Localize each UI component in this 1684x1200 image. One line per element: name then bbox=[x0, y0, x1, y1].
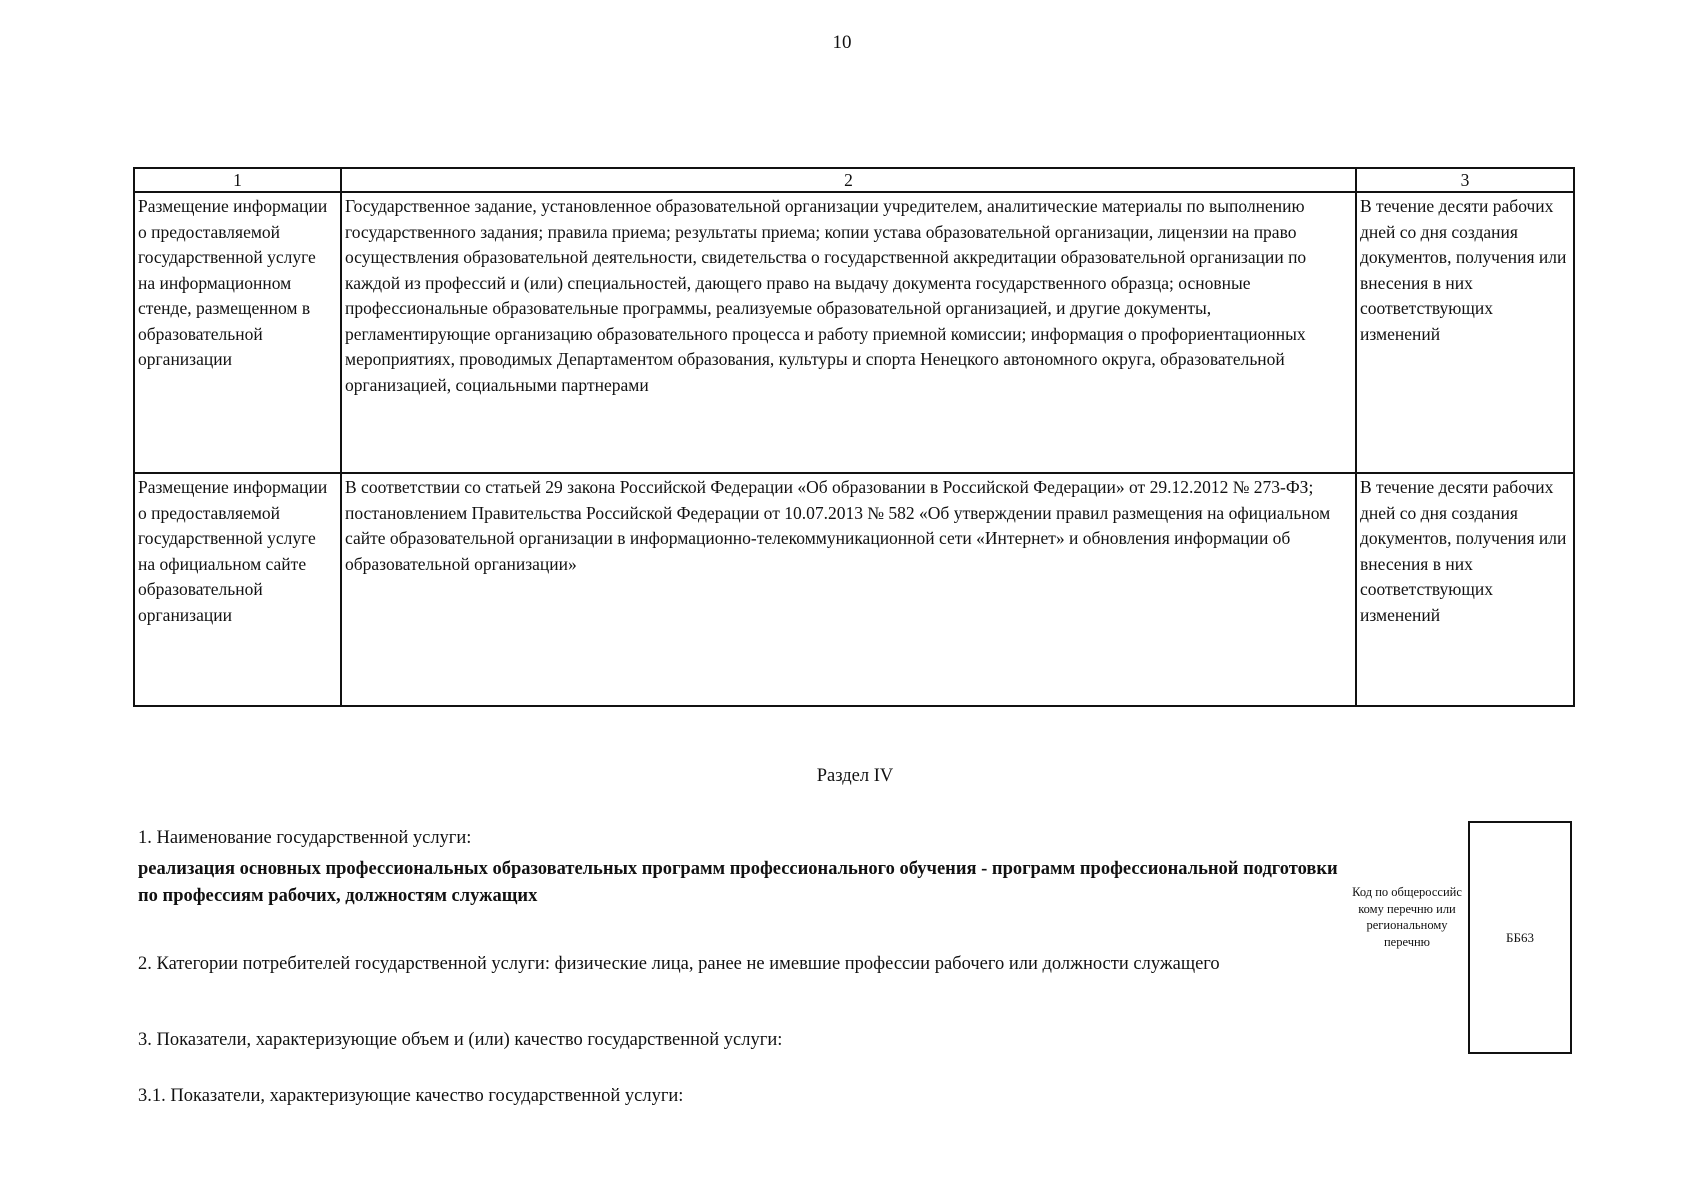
code-label: Код по общероссийс кому перечню или региональному перечню bbox=[1352, 885, 1462, 949]
placement-content-cell: В соответствии со статьей 29 закона Российской Федерации «Об образовании в Российской Федерации» от 29.12.2012 № 273-ФЗ; постановлением Правительства Российской Федерации от 10.07.2013 № 582 «Об утверждении правил размещения на официальном сайте образовательной организации в информационно-телекоммуникационной сети «Интернет» и обновления информации об образовательной организации» bbox=[341, 473, 1356, 706]
update-frequency-cell: В течение десяти рабочих дней со дня создания документов, получения или внесения в них соответствующих изменений bbox=[1356, 473, 1574, 706]
column-header-1: 1 bbox=[134, 168, 341, 192]
column-header-3: 3 bbox=[1356, 168, 1574, 192]
placement-method-cell: Размещение информации о предоставляемой государственной услуге на информационном стенде, размещенном в образовательной организации bbox=[134, 192, 341, 473]
page-number: 10 bbox=[832, 32, 852, 53]
indicators-heading: 3. Показатели, характеризующие объем и (или) качество государственной услуги: bbox=[138, 1030, 783, 1050]
placement-content-cell: Государственное задание, установленное образовательной организации учредителем, аналитические материалы по выполнению государственного задания; правила приема; результаты приема; копии устава образовательной организации, лицензии на право осуществления образовательной деятельности, свидетельства о государственной аккредитации образовательной организации по каждой из профессий и (или) специальностей, дающего право на выдачу документа государственного образца; основные профессиональные образовательные программы, реализуемые образовательной организацией, и другие документы, регламентирующие организацию образовательного процесса и работу приемной комиссии; информация о профориентационных мероприятиях, проводимых Департаментом образования, культуры и спорта Ненецкого автономного округа, образовательной организацией, социальными партнерами bbox=[341, 192, 1356, 473]
info-placement-table bbox=[133, 167, 1575, 707]
table-row bbox=[134, 192, 1574, 473]
service-name: реализация основных профессиональных образовательных программ профессионального обучения - программ профессиональной подготовки по профессиям рабочих, должностям служащих bbox=[138, 859, 1338, 906]
code-box bbox=[1468, 821, 1572, 1054]
section-title: Раздел IV bbox=[816, 766, 894, 786]
consumer-categories: 2. Категории потребителей государственной услуги: физические лица, ранее не имевшие профессии рабочего или должности служащего bbox=[138, 954, 1220, 974]
quality-indicators-heading: 3.1. Показатели, характеризующие качество государственной услуги: bbox=[138, 1086, 684, 1106]
column-header-2: 2 bbox=[341, 168, 1356, 192]
service-name-label: 1. Наименование государственной услуги: bbox=[138, 828, 472, 848]
code-value: ББ63 bbox=[1506, 929, 1534, 945]
placement-method-cell: Размещение информации о предоставляемой государственной услуге на официальном сайте образовательной организации bbox=[134, 473, 341, 706]
update-frequency-cell: В течение десяти рабочих дней со дня создания документов, получения или внесения в них соответствующих изменений bbox=[1356, 192, 1574, 473]
table-header-row bbox=[134, 168, 1574, 192]
table-row bbox=[134, 473, 1574, 706]
